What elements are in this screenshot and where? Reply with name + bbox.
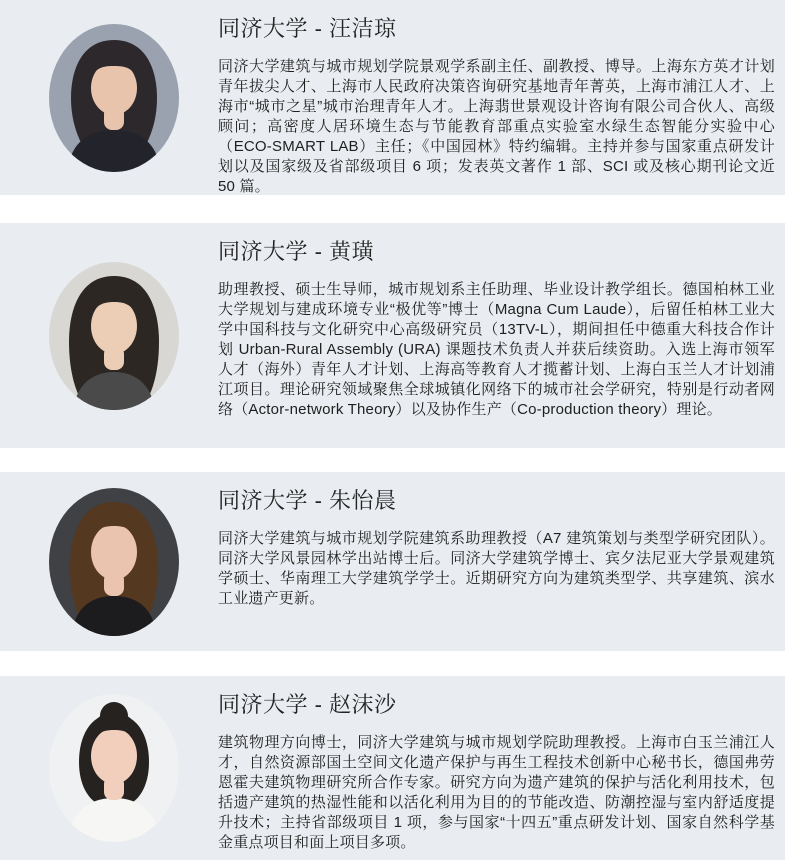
profile-photo-column — [0, 472, 218, 651]
profile-card — [0, 676, 785, 860]
profile-bio: 同济大学建筑与城市规划学院建筑系助理教授（A7 建筑策划与类型学研究团队）。同济大学风景园林学出站博士后。同济大学建筑学博士、宾夕法尼亚大学景观建筑学硕士、华南理工大学建筑学学士。近期研究方向为建筑类型学、共享建筑、滨水工业遗产更新。 — [218, 530, 775, 607]
profile-content — [218, 223, 785, 448]
profile-card — [0, 223, 785, 448]
profile-photo — [48, 694, 180, 842]
profile-bio: 同济大学建筑与城市规划学院景观学系副主任、副教授、博导。上海东方英才计划青年拔尖人才、上海市人民政府决策咨询研究基地青年菁英，上海市浦江人才、上海市“城市之星”城市治理青年人才。上海翡世景观设计咨询有限公司合伙人、高级顾问；高密度人居环境生态与节能教育部重点实验室水绿生态智能分实验中心（ECO-SMART LAB）主任；《中国园林》特约编辑。主持并参与国家重点研发计划以及国家级及省部级项目 6 项；发表英文著作 1 部、SCI 或及核心期刊论文近 50 篇。 — [218, 58, 775, 195]
profile-content — [218, 676, 785, 860]
profile-photo — [48, 262, 180, 410]
profile-bio: 建筑物理方向博士，同济大学建筑与城市规划学院助理教授。上海市白玉兰浦江人才，自然资源部国土空间文化遗产保护与再生工程技术创新中心秘书长，德国弗劳恩霍夫建筑物理研究所合作专家。研究方向为遗产建筑的保护与活化利用技术，包括遗产建筑的热湿性能和以活化利用为目的的节能改造、防潮控湿与室内舒适度提升技术；主持省部级项目 1 项，参与国家“十四五”重点研发计划、国家自然科学基金重点项目和面上项目多项。 — [218, 734, 775, 851]
profile-photo-column — [0, 223, 218, 448]
profile-title: 同济大学 - 赵沫沙 — [218, 692, 397, 717]
profile-title: 同济大学 - 朱怡晨 — [218, 488, 397, 513]
profile-bio: 助理教授、硕士生导师，城市规划系主任助理、毕业设计教学组长。德国柏林工业大学规划与建成环境专业“极优等”博士（Magna Cum Laude），后留任柏林工业大学中国科技与文化研究中心高级研究员（13TV-L），期间担任中德重大科技合作计划 Urban-Rural Assembly (URA) 课题技术负责人并获后续资助。入选上海市领军人才（海外）青年人才计划、上海高等教育人才揽蓄计划、上海白玉兰人才计划浦江项目。理论研究领域聚焦全球城镇化网络下的城市社会学研究，特别是行动者网络（Actor-network Theory）以及协作生产（Co-production theory）理论。 — [218, 281, 775, 418]
profile-content — [218, 0, 785, 195]
profile-photo-column — [0, 0, 218, 195]
profile-card — [0, 472, 785, 651]
profile-card — [0, 0, 785, 195]
profile-title: 同济大学 - 黄璜 — [218, 239, 375, 264]
profile-photo-column — [0, 676, 218, 860]
profile-photo — [48, 488, 180, 636]
profile-title: 同济大学 - 汪洁琼 — [218, 16, 397, 41]
profile-content — [218, 472, 785, 651]
profile-photo — [48, 24, 180, 172]
